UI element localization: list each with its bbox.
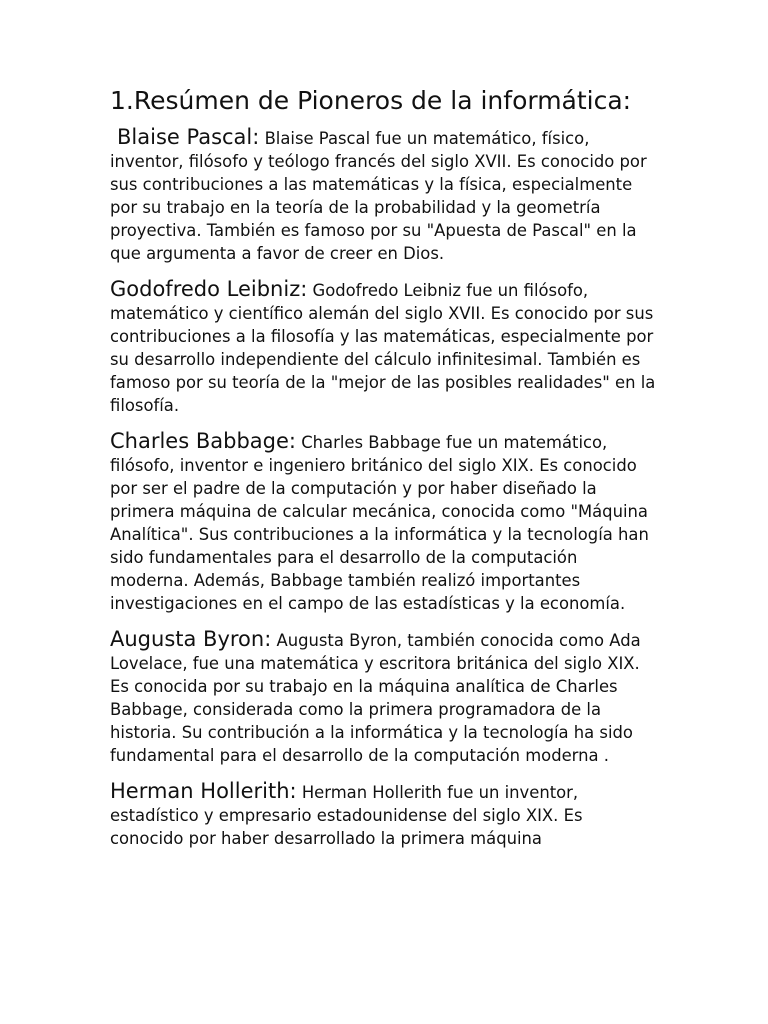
document-title: 1.Resúmen de Pioneros de la informática:	[110, 86, 632, 115]
entry-blaise-pascal	[110, 126, 658, 265]
entry-godofredo-leibniz	[110, 278, 658, 417]
entry-name: Godofredo Leibniz:	[110, 277, 308, 301]
entry-name: Augusta Byron:	[110, 627, 272, 651]
entry-text: Augusta Byron, también conocida como Ada Lovelace, fue una matemática y escritora británica del siglo XIX. Es conocida por su trabajo en la máquina analítica de Charles Babbage, considerada como la primera programadora de la historia. Su contribución a la informática y la tecnología ha sido fundamental para el desarrollo de la computación moderna .	[110, 631, 641, 765]
entry-text: Charles Babbage fue un matemático, filósofo, inventor e ingeniero británico del siglo XIX. Es conocido por ser el padre de la computación y por haber diseñado la primera máquina de calcular mecánica, conocida como "Máquina Analítica". Sus contribuciones a la informática y la tecnología han sido fundamentales para el desarrollo de la computación moderna. Además, Babbage también realizó importantes investigaciones en el campo de las estadísticas y la economía.	[110, 433, 649, 613]
entry-name: Herman Hollerith:	[110, 779, 297, 803]
entry-text: Herman Hollerith fue un inventor, estadístico y empresario estadounidense del siglo XIX. Es conocido por haber desarrollado la primera máquina	[110, 783, 583, 848]
document-page	[110, 84, 658, 863]
entry-charles-babbage	[110, 430, 658, 615]
entry-augusta-byron	[110, 628, 658, 767]
entry-text: Blaise Pascal fue un matemático, físico, inventor, filósofo y teólogo francés del siglo XVII. Es conocido por sus contribuciones a las matemáticas y la física, especialmente por su trabajo en la teoría de la probabilidad y la geometría proyectiva. También es famoso por su "Apuesta de Pascal" en la que argumenta a favor de creer en Dios.	[110, 129, 647, 263]
entry-name: Charles Babbage:	[110, 429, 296, 453]
entry-text: Godofredo Leibniz fue un filósofo, matemático y científico alemán del siglo XVII. Es conocido por sus contribuciones a la filosofía y las matemáticas, especialmente por su desarrollo independiente del cálculo infinitesimal. También es famoso por su teoría de la "mejor de las posibles realidades" en la filosofía.	[110, 281, 656, 415]
entry-name: Blaise Pascal:	[117, 125, 260, 149]
entry-herman-hollerith	[110, 780, 658, 850]
